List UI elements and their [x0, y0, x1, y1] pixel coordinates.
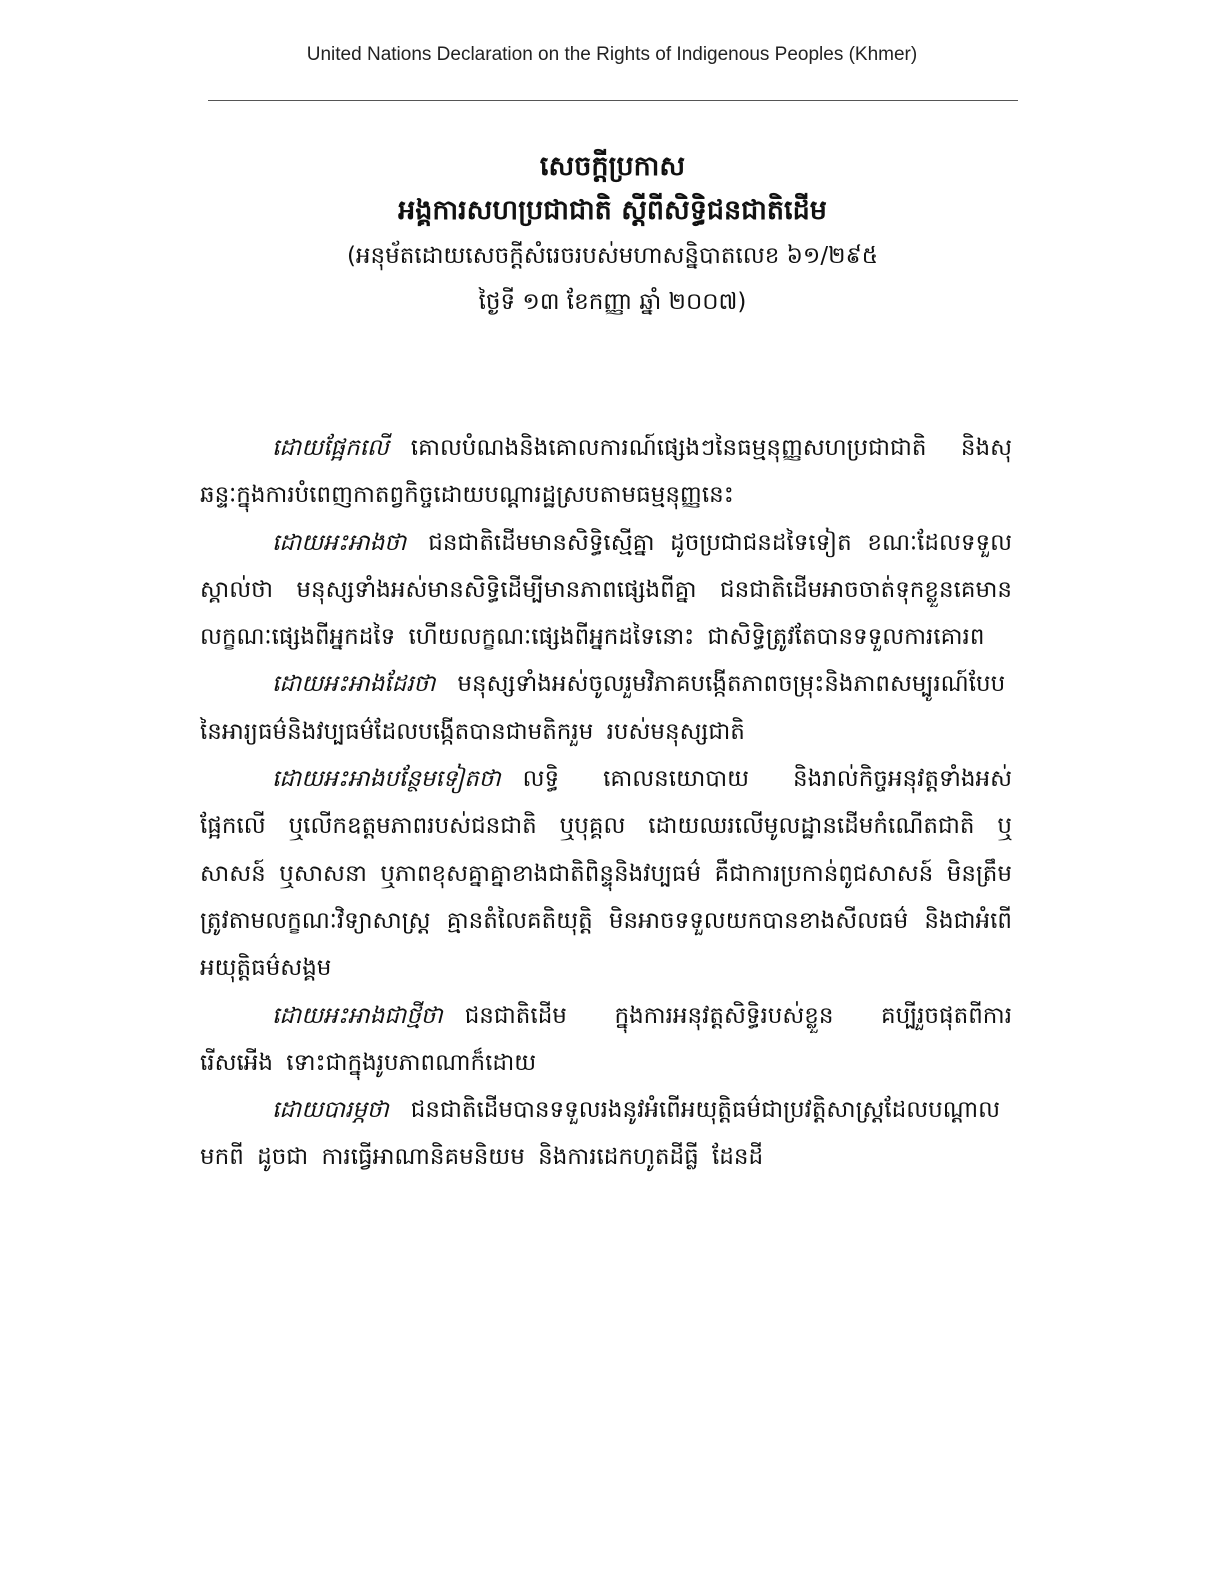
subtitle-resolution: (អនុម័តដោយសេចក្ដីសំរេចរបស់មហាសន្និបាតលេខ ៦១/២៩៥ [346, 243, 879, 269]
paragraph-2 [200, 520, 1012, 662]
title-declaration: សេចក្ដីប្រកាស [539, 151, 686, 182]
paragraph-4 [200, 756, 1012, 992]
document-body [200, 425, 1012, 1182]
paragraph-lead: ដោយអះអាងបន្ថែមទៀតថា [272, 766, 501, 793]
paragraph-lead: ដោយអះអាងថា [272, 529, 407, 556]
subtitle-date: ថ្ងៃទី ១៣ ខែកញ្ញា ឆ្នាំ ២០០៧) [478, 289, 747, 315]
paragraph-lead: ដោយអះអាងដែរថា [272, 671, 436, 698]
title-organization: អង្គការសហប្រជាជាតិ ស្ដីពីសិទ្ធិជនជាតិដើម [398, 195, 827, 226]
running-header: United Nations Declaration on the Rights of Indigenous Peoples (Khmer) [306, 44, 918, 65]
paragraph-3 [200, 661, 1012, 756]
header-divider [208, 100, 1018, 101]
paragraph-text: ជនជាតិដើម ក្នុងការអនុវត្តសិទ្ធិរបស់ខ្លួន គប្បីរួចផុតពីការរើសអើង ទោះជាក្នុងរូបភាពណាក៏ដោយ [200, 1002, 1012, 1076]
paragraph-text: ជនជាតិដើមមានសិទ្ធិស្មើគ្នា ដូចប្រជាជនដទៃទៀត ខណៈដែលទទួលស្គាល់ថា មនុស្សទាំងអស់មានសិទ្ធិដើម្បីមានភាពផ្សេងពីគ្នា ជនជាតិដើមអាចចាត់ទុកខ្លួនគេមានលក្ខណៈផ្សេងពីអ្នកដទៃ ហើយលក្ខណៈផ្សេងពីអ្នកដទៃនោះ ជាសិទ្ធិត្រូវតែបានទទួលការគោរព [200, 529, 1012, 651]
paragraph-text: គោលបំណងនិងគោលការណ៍ផ្សេងៗនៃធម្មនុញ្ញសហប្រជាជាតិ និងសុឆន្ទៈក្នុងការបំពេញកាតព្វកិច្ចដោយបណ្ដារដ្ឋស្របតាមធម្មនុញ្ញនេះ [200, 435, 1012, 509]
paragraph-text: លទ្ធិ គោលនយោបាយ និងរាល់កិច្ចអនុវត្តទាំងអស់ ផ្អែកលើ ឬលើកឧត្តមភាពរបស់ជនជាតិ ឬបុគ្គល ដោយឈរលើមូលដ្ឋានដើមកំណើតជាតិ ឬសាសន៍ ឬសាសនា ឬភាពខុសគ្នាគ្នាខាងជាតិពិន្ទុនិងវប្បធម៌ គឺជាការប្រកាន់ពូជសាសន៍ មិនត្រឹមត្រូវតាមលក្ខណៈវិទ្យាសាស្ត្រ គ្មានតំលៃគតិយុត្តិ មិនអាចទទួលយកបានខាងសីលធម៌ និងជាអំពើអយុត្តិធម៌សង្គម [200, 766, 1012, 982]
paragraph-5 [200, 993, 1012, 1088]
paragraph-6 [200, 1087, 1012, 1182]
title-block [200, 145, 1025, 325]
paragraph-text: ជនជាតិដើមបានទទួលរងនូវអំពើអយុត្តិធម៌ជាប្រវត្តិសាស្ត្រដែលបណ្ដាលមកពី ដូចជា ការធ្វើអាណានិគមនិយម និងការដេកហូតដីធ្លី ដែនដី [200, 1097, 1001, 1171]
paragraph-lead: ដោយបារម្ភថា [272, 1097, 389, 1124]
paragraph-1 [200, 425, 1012, 520]
paragraph-text: មនុស្សទាំងអស់ចូលរួមវិភាគបង្កើតភាពចម្រុះនិងភាពសម្បូរណ៍បែបនៃអារ្យធម៌និងវប្បធម៌ដែលបង្កើតបានជាមតិករួម របស់មនុស្សជាតិ [200, 671, 1006, 745]
paragraph-lead: ដោយអះអាងជាថ្មីថា [272, 1002, 443, 1029]
paragraph-lead: ដោយផ្អែកលើ [272, 435, 389, 461]
